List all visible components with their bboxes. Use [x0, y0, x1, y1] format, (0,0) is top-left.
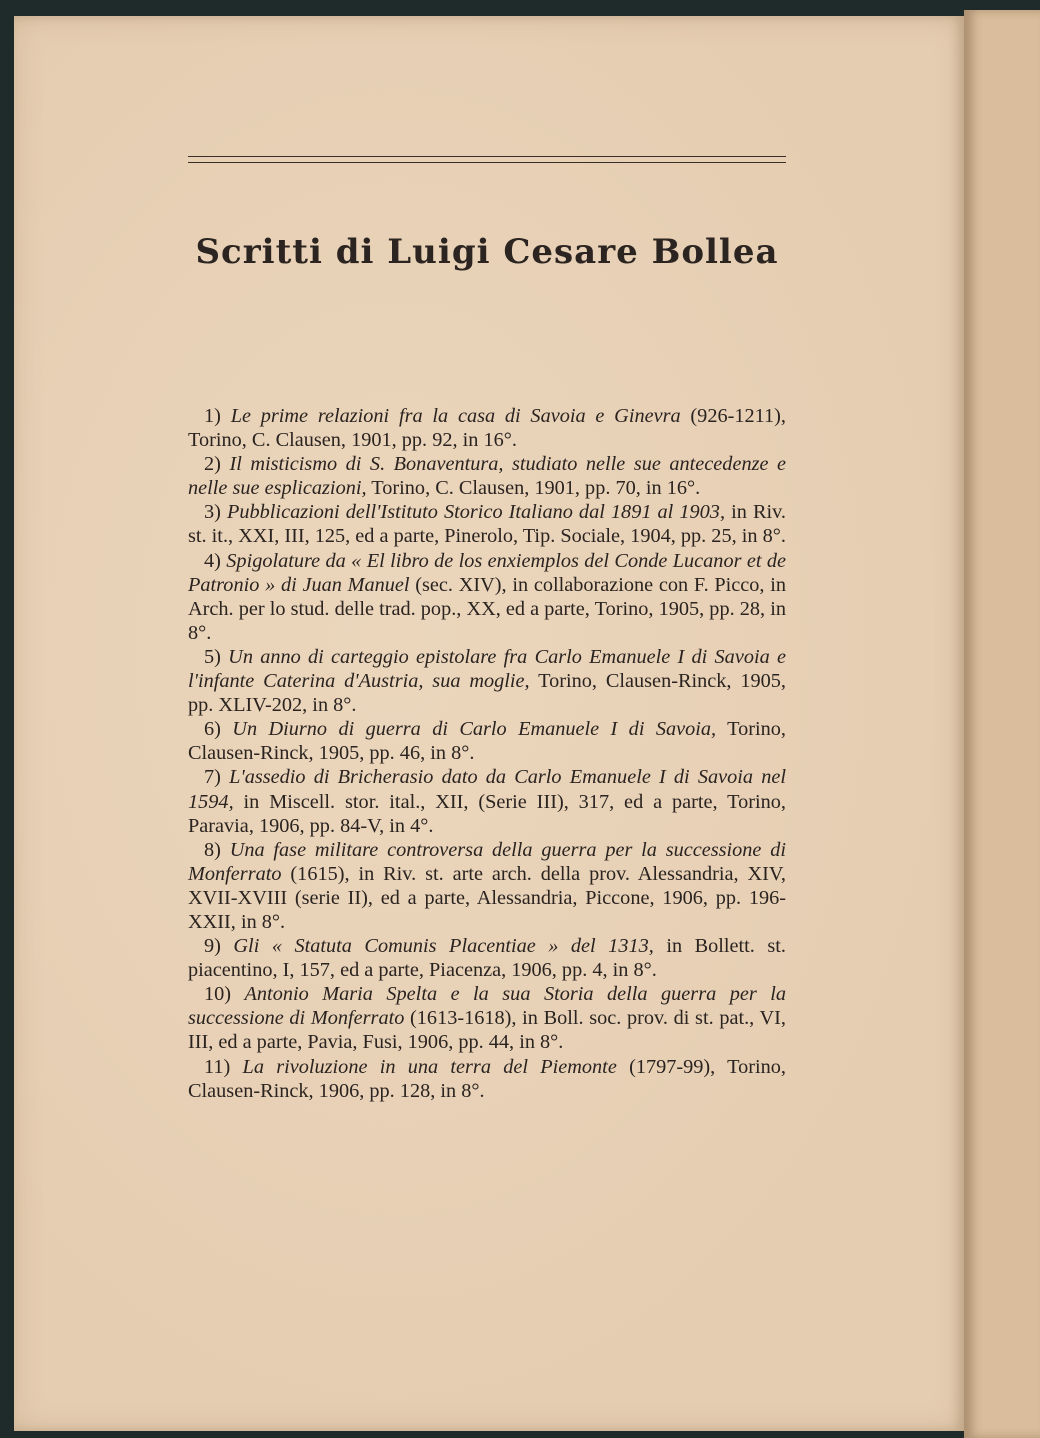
entry-publication-details: Torino, Clausen-Rinck, 1905, pp. 46, in 8°.	[188, 718, 786, 765]
bibliography-entry	[188, 982, 786, 1054]
entry-work-title: Un Diurno di guerra di Carlo Emanuele I di Savoia,	[232, 718, 717, 741]
entry-number: 1)	[204, 405, 221, 427]
entry-work-title: L'assedio di Bricherasio dato da Carlo Emanuele I di Savoia nel 1594,	[188, 766, 786, 813]
entry-number: 9)	[204, 935, 221, 958]
entry-work-title: Spigolature da « El libro de los enxiemplos del Conde Lucanor et de Patronio » di Juan Manuel	[188, 549, 786, 596]
entry-work-title: Gli « Statuta Comunis Placentiae » del 1313,	[233, 935, 654, 958]
bibliography-entry	[188, 645, 786, 717]
entry-number: 4)	[204, 549, 221, 572]
entry-publication-details: (1615), in Riv. st. arte arch. della prov. Alessandria, XIV, XVII-XVIII (serie II), ed a parte, Alessandria, Piccone, 1906, pp. 196-XXII, in 8°.	[188, 862, 786, 933]
entry-work-title: Un anno di carteggio epistolare fra Carlo Emanuele I di Savoia e l'infante Caterina d'Austria, sua moglie,	[188, 645, 786, 693]
bibliography-entry	[188, 500, 786, 548]
entry-number: 3)	[204, 501, 221, 524]
page-title: Scritti di Luigi Cesare Bollea	[195, 232, 779, 272]
entry-publication-details: (1613-1618), in Boll. soc. prov. di st. pat., VI, III, ed a parte, Pavia, Fusi, 1906, pp. 44, in 8°.	[188, 1007, 787, 1054]
bibliography-entry	[188, 717, 786, 765]
entry-number: 2)	[204, 453, 221, 476]
header-rule-thick	[188, 156, 786, 157]
entry-work-title: Pubblicazioni dell'Istituto Storico Italiano dal 1891 al 1903,	[226, 501, 726, 524]
entry-publication-details: in Riv. st. it., XXI, III, 125, ed a parte, Pinerolo, Tip. Sociale, 1904, pp. 25, in 8°.	[188, 501, 787, 548]
bibliography-entry	[188, 404, 786, 452]
bibliography-entry	[188, 549, 786, 645]
entry-publication-details: (926-1211), Torino, C. Clausen, 1901, pp. 92, in 16°.	[188, 405, 786, 452]
header-rule-thin	[188, 162, 786, 163]
bibliography-entry	[188, 1055, 786, 1103]
entry-work-title: La rivoluzione in una terra del Piemonte	[242, 1055, 617, 1078]
bibliography-list	[188, 404, 786, 1103]
entry-publication-details: in Miscell. stor. ital., XII, (Serie III), 317, ed a parte, Torino, Paravia, 1906, pp. 84-V, in 4°.	[188, 790, 786, 837]
entry-publication-details: Torino, C. Clausen, 1901, pp. 70, in 16°.	[371, 477, 701, 500]
bibliography-entry	[188, 452, 786, 500]
entry-number: 10)	[204, 983, 232, 1006]
entry-publication-details: in Bollett. st. piacentino, I, 157, ed a parte, Piacenza, 1906, pp. 4, in 8°.	[188, 935, 786, 982]
bibliography-entry	[188, 765, 786, 837]
entry-publication-details: Torino, Clausen-Rinck, 1905, pp. XLIV-202, in 8°.	[188, 670, 786, 717]
bibliography-entry	[188, 934, 786, 982]
entry-number: 5)	[204, 645, 221, 668]
bibliography-entry	[188, 838, 786, 934]
adjacent-page-edge	[964, 10, 1040, 1438]
entry-publication-details: (sec. XIV), in collaborazione con F. Picco, in Arch. per lo stud. delle trad. pop., XX, ed a parte, Torino, 1905, pp. 28, in 8°.	[188, 573, 786, 644]
entry-work-title: Antonio Maria Spelta e la sua Storia della guerra per la successione di Monferrato	[188, 983, 786, 1030]
entry-number: 7)	[204, 766, 221, 789]
entry-publication-details: (1797-99), Torino, Clausen-Rinck, 1906, pp. 128, in 8°.	[188, 1055, 786, 1102]
entry-work-title: Il misticismo di S. Bonaventura, studiato nelle sue antecedenze e nelle sue esplicazioni,	[188, 453, 786, 500]
entry-number: 11)	[204, 1055, 231, 1078]
entry-number: 8)	[204, 838, 221, 861]
entry-number: 6)	[204, 718, 221, 741]
entry-work-title: Una fase militare controversa della guerra per la successione di Monferrato	[188, 838, 786, 885]
entry-work-title: Le prime relazioni fra la casa di Savoia e Ginevra	[230, 405, 681, 427]
